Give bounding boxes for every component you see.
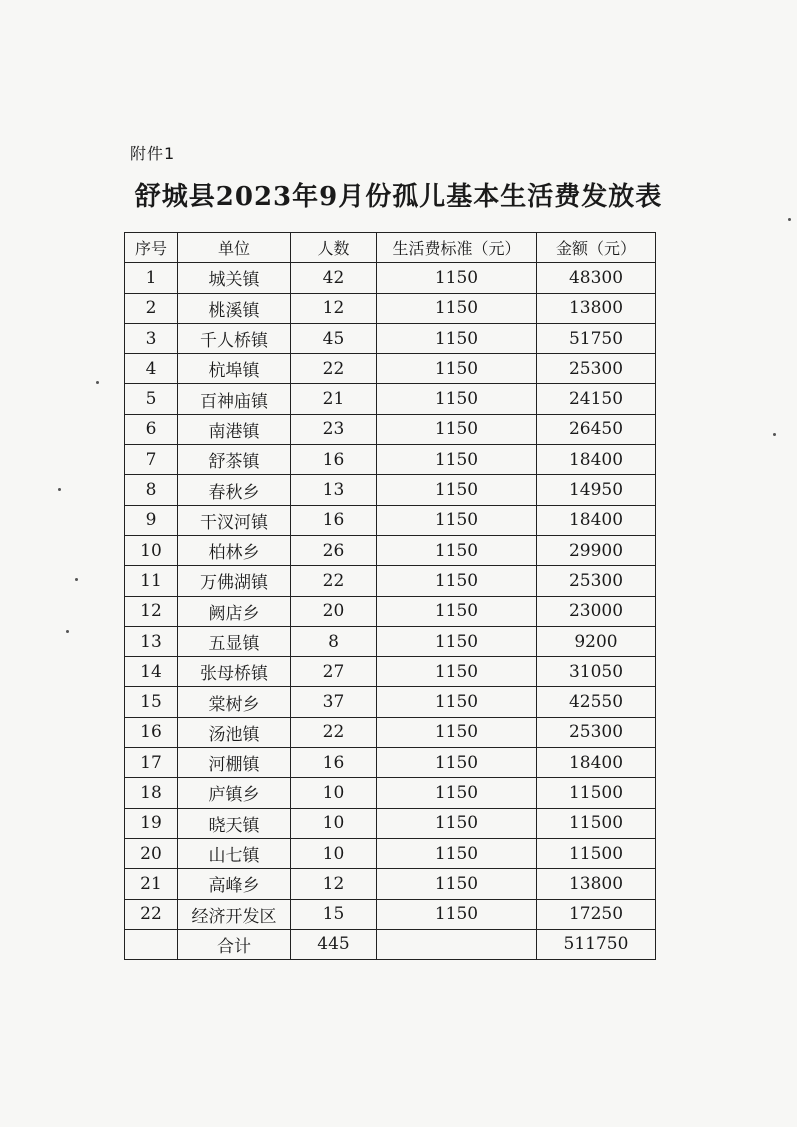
row-count: 22 (291, 566, 377, 596)
table-row (125, 535, 656, 565)
row-count: 23 (291, 414, 377, 444)
row-amount: 13800 (537, 293, 656, 323)
row-unit: 河棚镇 (178, 748, 291, 778)
row-count: 20 (291, 596, 377, 626)
row-count: 12 (291, 293, 377, 323)
row-count: 16 (291, 748, 377, 778)
row-standard: 1150 (377, 748, 537, 778)
row-amount: 9200 (537, 626, 656, 656)
row-amount: 14950 (537, 475, 656, 505)
table-row (125, 869, 656, 899)
row-index: 10 (125, 535, 178, 565)
table-row (125, 475, 656, 505)
row-index: 7 (125, 445, 178, 475)
row-standard: 1150 (377, 566, 537, 596)
row-count: 10 (291, 778, 377, 808)
row-standard: 1150 (377, 626, 537, 656)
row-standard: 1150 (377, 808, 537, 838)
table-row (125, 899, 656, 929)
row-amount: 18400 (537, 505, 656, 535)
row-amount: 31050 (537, 657, 656, 687)
row-unit: 山七镇 (178, 838, 291, 868)
table-row (125, 445, 656, 475)
row-standard: 1150 (377, 505, 537, 535)
table-row (125, 566, 656, 596)
table-row (125, 808, 656, 838)
row-unit: 庐镇乡 (178, 778, 291, 808)
row-index: 4 (125, 354, 178, 384)
attachment-label: 附件1 (130, 144, 176, 163)
row-standard: 1150 (377, 838, 537, 868)
row-standard: 1150 (377, 293, 537, 323)
row-amount: 11500 (537, 778, 656, 808)
row-count: 12 (291, 869, 377, 899)
header-unit: 单位 (178, 233, 291, 263)
row-unit: 万佛湖镇 (178, 566, 291, 596)
row-index: 17 (125, 748, 178, 778)
row-unit: 晓天镇 (178, 808, 291, 838)
scan-speck (75, 578, 78, 581)
row-index: 6 (125, 414, 178, 444)
row-count: 27 (291, 657, 377, 687)
row-standard: 1150 (377, 475, 537, 505)
header-standard: 生活费标准（元） (377, 233, 537, 263)
row-amount: 48300 (537, 263, 656, 293)
scan-speck (66, 630, 69, 633)
row-amount: 42550 (537, 687, 656, 717)
row-index: 18 (125, 778, 178, 808)
scan-speck (773, 433, 776, 436)
row-index: 5 (125, 384, 178, 414)
scan-speck (96, 381, 99, 384)
row-standard: 1150 (377, 414, 537, 444)
table-row (125, 384, 656, 414)
table-row (125, 354, 656, 384)
header-count: 人数 (291, 233, 377, 263)
row-amount: 25300 (537, 354, 656, 384)
row-standard: 1150 (377, 445, 537, 475)
total-row (125, 929, 656, 959)
row-count: 10 (291, 838, 377, 868)
row-unit: 杭埠镇 (178, 354, 291, 384)
row-amount: 18400 (537, 445, 656, 475)
row-standard: 1150 (377, 323, 537, 353)
row-standard: 1150 (377, 535, 537, 565)
row-count: 21 (291, 384, 377, 414)
row-standard: 1150 (377, 354, 537, 384)
row-unit: 城关镇 (178, 263, 291, 293)
row-index: 20 (125, 838, 178, 868)
row-index: 8 (125, 475, 178, 505)
row-amount: 11500 (537, 808, 656, 838)
header-index: 序号 (125, 233, 178, 263)
table-row (125, 293, 656, 323)
row-amount: 23000 (537, 596, 656, 626)
table-header-row (125, 233, 656, 263)
row-amount: 11500 (537, 838, 656, 868)
row-unit: 桃溪镇 (178, 293, 291, 323)
row-unit: 千人桥镇 (178, 323, 291, 353)
row-index: 16 (125, 717, 178, 747)
row-count: 16 (291, 505, 377, 535)
row-standard: 1150 (377, 657, 537, 687)
row-unit: 汤池镇 (178, 717, 291, 747)
row-unit: 阙店乡 (178, 596, 291, 626)
scan-speck (788, 218, 791, 221)
row-unit: 百神庙镇 (178, 384, 291, 414)
total-count: 445 (291, 929, 377, 959)
row-count: 26 (291, 535, 377, 565)
row-amount: 25300 (537, 717, 656, 747)
row-index: 9 (125, 505, 178, 535)
table-row (125, 414, 656, 444)
table-row (125, 626, 656, 656)
table-row (125, 263, 656, 293)
allowance-table (124, 232, 656, 960)
row-amount: 25300 (537, 566, 656, 596)
row-index: 3 (125, 323, 178, 353)
row-index: 21 (125, 869, 178, 899)
header-amount: 金额（元） (537, 233, 656, 263)
table-row (125, 657, 656, 687)
table-row (125, 838, 656, 868)
row-unit: 张母桥镇 (178, 657, 291, 687)
row-standard: 1150 (377, 687, 537, 717)
scan-speck (58, 488, 61, 491)
row-amount: 26450 (537, 414, 656, 444)
total-standard (377, 929, 537, 959)
row-count: 13 (291, 475, 377, 505)
row-standard: 1150 (377, 717, 537, 747)
row-standard: 1150 (377, 778, 537, 808)
table-row (125, 596, 656, 626)
table-row (125, 778, 656, 808)
table-row (125, 323, 656, 353)
row-count: 22 (291, 354, 377, 384)
table-row (125, 717, 656, 747)
table-row (125, 687, 656, 717)
row-count: 37 (291, 687, 377, 717)
row-standard: 1150 (377, 263, 537, 293)
row-amount: 13800 (537, 869, 656, 899)
row-unit: 柏林乡 (178, 535, 291, 565)
row-unit: 高峰乡 (178, 869, 291, 899)
row-index: 15 (125, 687, 178, 717)
row-standard: 1150 (377, 869, 537, 899)
row-unit: 干汊河镇 (178, 505, 291, 535)
row-unit: 春秋乡 (178, 475, 291, 505)
row-index: 14 (125, 657, 178, 687)
row-unit: 五显镇 (178, 626, 291, 656)
row-amount: 24150 (537, 384, 656, 414)
row-count: 42 (291, 263, 377, 293)
row-count: 15 (291, 899, 377, 929)
row-index: 1 (125, 263, 178, 293)
row-unit: 棠树乡 (178, 687, 291, 717)
row-index: 12 (125, 596, 178, 626)
row-amount: 18400 (537, 748, 656, 778)
total-index-cell (125, 929, 178, 959)
row-index: 22 (125, 899, 178, 929)
total-label: 合计 (178, 929, 291, 959)
row-index: 13 (125, 626, 178, 656)
total-amount: 511750 (537, 929, 656, 959)
row-standard: 1150 (377, 596, 537, 626)
row-index: 19 (125, 808, 178, 838)
row-index: 2 (125, 293, 178, 323)
row-index: 11 (125, 566, 178, 596)
row-count: 16 (291, 445, 377, 475)
page-title: 舒城县2023年9月份孤儿基本生活费发放表 (134, 182, 663, 212)
row-standard: 1150 (377, 899, 537, 929)
row-amount: 51750 (537, 323, 656, 353)
row-amount: 17250 (537, 899, 656, 929)
row-unit: 经济开发区 (178, 899, 291, 929)
row-count: 8 (291, 626, 377, 656)
row-amount: 29900 (537, 535, 656, 565)
table-row (125, 748, 656, 778)
row-count: 10 (291, 808, 377, 838)
row-standard: 1150 (377, 384, 537, 414)
row-unit: 舒茶镇 (178, 445, 291, 475)
table-body (125, 263, 656, 930)
row-count: 22 (291, 717, 377, 747)
row-unit: 南港镇 (178, 414, 291, 444)
table-row (125, 505, 656, 535)
row-count: 45 (291, 323, 377, 353)
